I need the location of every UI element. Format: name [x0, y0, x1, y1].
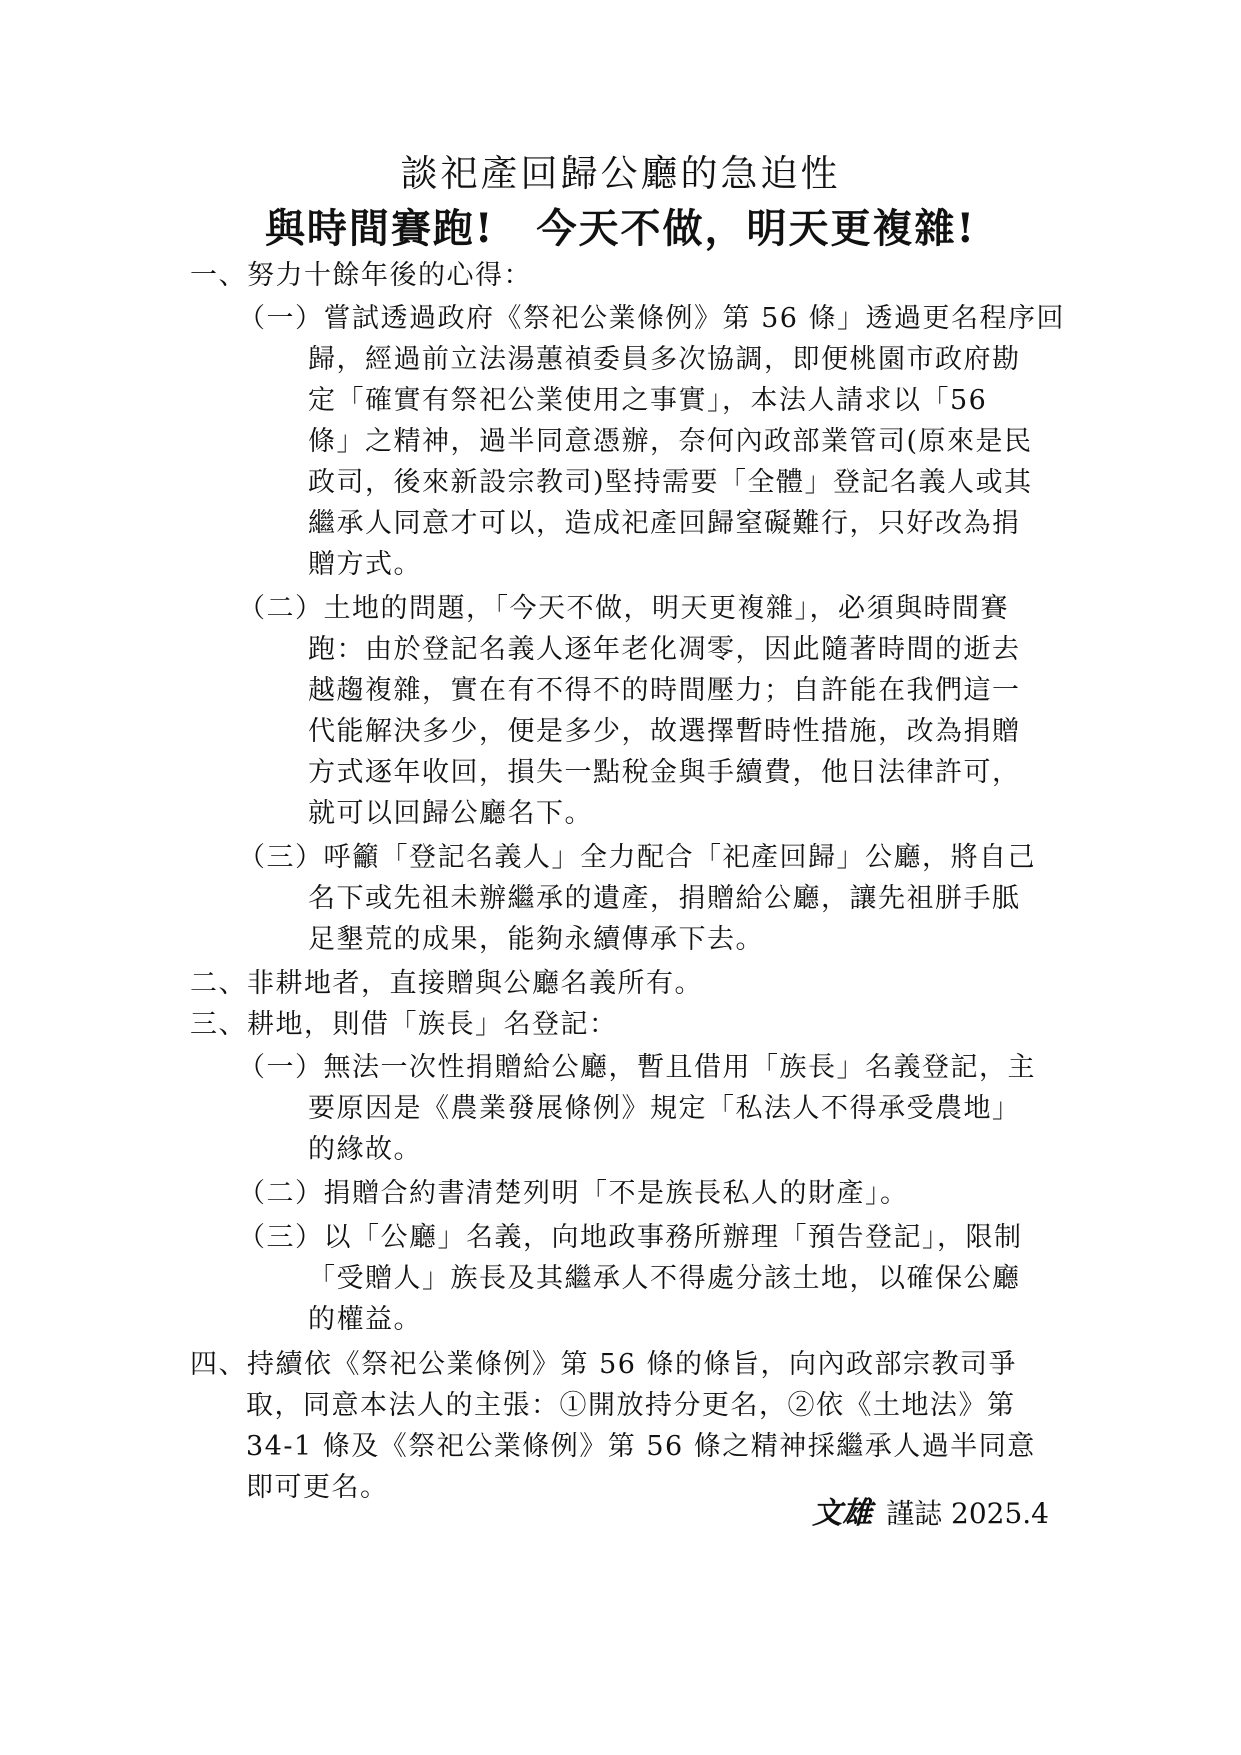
item-1-1-line: （一）嘗試透過政府《祭祀公業條例》第 56 條」透過更名程序回	[238, 303, 1066, 334]
item-1-2-line: 越趨複雜，實在有不得不的時間壓力；自許能在我們這一	[308, 675, 1021, 706]
item-1-1-line: 贈方式。	[308, 549, 422, 580]
heading-4: 四、持續依《祭祀公業條例》第 56 條的條旨，向內政部宗教司爭	[190, 1349, 1018, 1380]
item-1-1-line: 政司，後來新設宗教司)堅持需要「全體」登記名義人或其	[308, 467, 1033, 498]
item-1-1-line: 定「確實有祭祀公業使用之事實」，本法人請求以「56	[308, 385, 988, 416]
item-1-1-line: 條」之精神，過半同意憑辦，奈何內政部業管司(原來是民	[308, 426, 1033, 457]
item-1-3-line: 足墾荒的成果，能夠永續傳承下去。	[308, 924, 764, 955]
heading-2: 二、非耕地者，直接贈與公廳名義所有。	[190, 968, 703, 999]
heading-1: 一、努力十餘年後的心得：	[190, 260, 532, 291]
item-1-1-line: 繼承人同意才可以，造成祀產回歸窒礙難行，只好改為捐	[308, 508, 1021, 539]
item-3-1-line: （一）無法一次性捐贈給公廳，暫且借用「族長」名義登記，主	[238, 1052, 1036, 1083]
item-3-1-line: 要原因是《農業發展條例》規定「私法人不得承受農地」	[308, 1093, 1021, 1124]
item-3-3-line: 「受贈人」族長及其繼承人不得處分該土地，以確保公廳	[308, 1263, 1021, 1294]
item-1-1-line: 歸，經過前立法湯蕙禎委員多次協調，即便桃園市政府勘	[308, 344, 1021, 375]
signature-date: 謹誌 2025.4	[886, 1497, 1049, 1530]
heading-4-line: 即可更名。	[246, 1472, 389, 1503]
heading-3: 三、耕地，則借「族長」名登記：	[190, 1009, 618, 1040]
item-3-3-line: 的權益。	[308, 1304, 422, 1335]
signature-name: 文雄	[812, 1496, 873, 1531]
signature	[812, 1494, 1049, 1534]
item-3-3-line: （三）以「公廳」名義，向地政事務所辦理「預告登記」，限制	[238, 1222, 1023, 1253]
item-1-2-line: （二）土地的問題，「今天不做，明天更複雜」，必須與時間賽	[238, 593, 1009, 624]
item-1-2-line: 跑：由於登記名義人逐年老化凋零，因此隨著時間的逝去	[308, 634, 1021, 665]
document-subtitle: 與時間賽跑! 今天不做，明天更複雜!	[264, 205, 977, 252]
item-3-1-line: 的緣故。	[308, 1134, 422, 1165]
heading-4-line: 34-1 條及《祭祀公業條例》第 56 條之精神採繼承人過半同意	[246, 1431, 1036, 1462]
item-1-2-line: 代能解決多少，便是多少，故選擇暫時性措施，改為捐贈	[308, 716, 1021, 747]
item-1-3-line: 名下或先祖未辦繼承的遺產，捐贈給公廳，讓先祖胼手胝	[308, 883, 1021, 914]
document-title: 談祀產回歸公廳的急迫性	[400, 152, 841, 195]
heading-4-line: 取，同意本法人的主張：①開放持分更名，②依《土地法》第	[246, 1390, 1016, 1421]
item-1-2-line: 方式逐年收回，損失一點稅金與手續費，他日法律許可，	[308, 757, 1021, 788]
item-1-2-line: 就可以回歸公廳名下。	[308, 798, 593, 829]
item-1-3-line: （三）呼籲「登記名義人」全力配合「祀產回歸」公廳，將自己	[238, 842, 1036, 873]
item-3-2-line: （二）捐贈合約書清楚列明「不是族長私人的財產」。	[238, 1178, 909, 1209]
